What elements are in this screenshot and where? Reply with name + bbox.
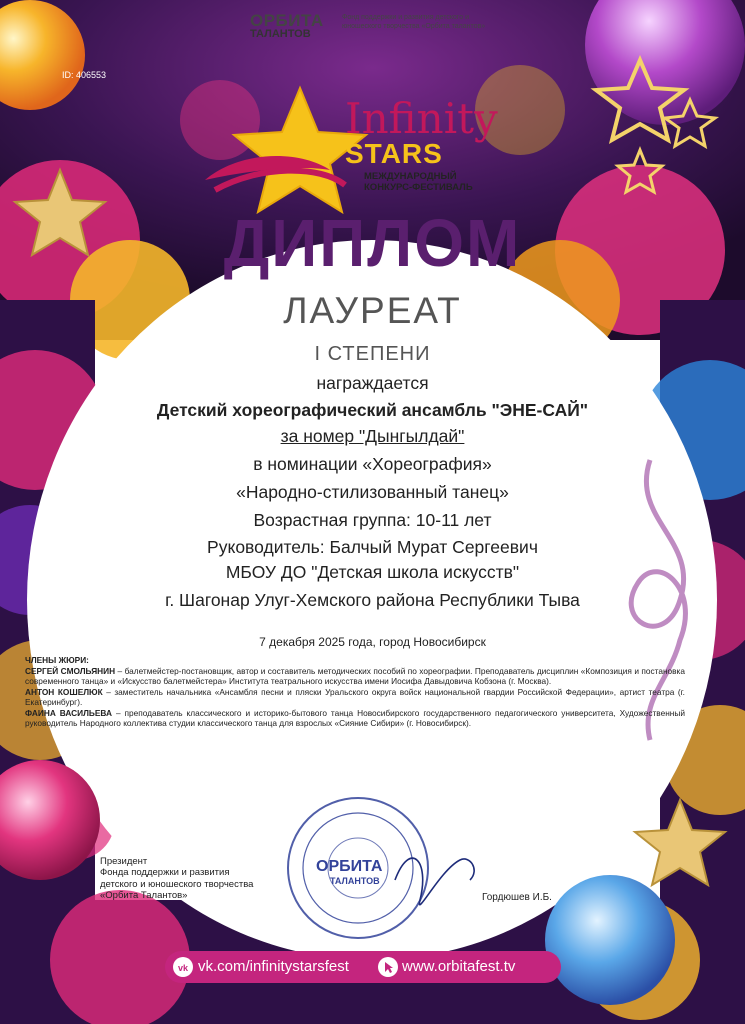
president-name: Гордюшев И.Б. xyxy=(482,892,552,903)
jury-member-text: – заместитель начальника «Ансамбля песни и пляски Уральского округа войск национальной гвардии Российской Федерации», артист театра (г. Екатеринбург). xyxy=(25,686,685,708)
president-title-line: «Орбита Талантов» xyxy=(100,890,188,902)
school: МБОУ ДО "Детская школа искусств" xyxy=(225,562,520,582)
laureate-degree: I СТЕПЕНИ xyxy=(314,343,431,365)
stamp-logo-line2: ТАЛАНТОВ xyxy=(330,876,380,886)
web-pointer-icon xyxy=(378,957,398,977)
nomination: в номинации «Хореография» xyxy=(253,454,492,474)
stamp-logo-line1: ОРБИТА xyxy=(316,858,383,875)
jury-member-name: СЕРГЕЙ СМОЛЬЯНИН xyxy=(25,665,116,676)
vk-icon xyxy=(173,957,193,977)
jury-section xyxy=(25,655,685,729)
recipient-name: Детский хореографический ансамбль "ЭНЕ-САЙ" xyxy=(156,400,589,420)
festival-logo-stars: STARS xyxy=(345,138,443,169)
jury-member xyxy=(25,708,685,729)
jury-member xyxy=(25,666,685,687)
vk-link[interactable]: vk.com/infinitystarsfest xyxy=(198,958,349,975)
jury-member-text: – балетмейстер-постановщик, автор и составитель методических пособий по хореографии. Преподаватель дисциплин «Композиция и постановка современного танца» и «Искусство балетмейстера» Института театрального искусства имени Иосифа Давыдовича Кобзона (г. Москва). xyxy=(25,665,685,687)
age-group: Возрастная группа: 10-11 лет xyxy=(253,510,492,530)
diploma-title: ДИПЛОМ xyxy=(223,205,522,281)
president-title xyxy=(100,856,280,902)
festival-subtitle-line1: МЕЖДУНАРОДНЫЙ xyxy=(364,171,457,182)
festival-logo-infinity: Infinity xyxy=(345,94,498,143)
president-title-line: Фонда поддержки и развития xyxy=(100,867,230,879)
date-place: 7 декабря 2025 года, город Новосибирск xyxy=(259,635,486,649)
festival-subtitle-line2: КОНКУРС-ФЕСТИВАЛЬ xyxy=(364,182,473,193)
orbita-logo-line2: ТАЛАНТОВ xyxy=(250,28,311,40)
dance-style: «Народно-стилизованный танец» xyxy=(236,482,509,502)
city: г. Шагонар Улуг-Хемского района Республики Тыва xyxy=(165,590,580,610)
web-link[interactable]: www.orbitafest.tv xyxy=(402,958,516,975)
performance-number: за номер "Дынгылдай" xyxy=(280,426,465,446)
jury-member-name: АНТОН КОШЕЛЮК xyxy=(25,686,103,697)
fund-description: Фонд поддержки и развития детского и юношеского творчества «Орбита талантов» xyxy=(342,14,486,30)
jury-member-name: ФАИНА ВАСИЛЬЕВА xyxy=(25,707,112,718)
president-title-line: Президент xyxy=(100,856,148,867)
document-id: ID: 406553 xyxy=(62,70,107,80)
svg-text:vk: vk xyxy=(177,963,189,973)
jury-member xyxy=(25,687,685,708)
laureate-rank: ЛАУРЕАТ xyxy=(283,290,462,331)
leader: Руководитель: Балчый Мурат Сергеевич xyxy=(207,537,538,557)
orbita-logo xyxy=(250,12,328,40)
jury-member-text: – преподаватель классического и историко-бытового танца Новосибирского государственного педагогического университета, Художественный руководитель Народного коллектива студии классического танца для взрослых «Сияние Сибири» (г. Новосибирск). xyxy=(25,707,685,729)
president-title-line: детского и юношеского творчества xyxy=(100,878,254,890)
awarded-text: награждается xyxy=(316,373,429,393)
jury-heading: ЧЛЕНЫ ЖЮРИ: xyxy=(25,655,89,665)
orbita-logo-line1: ОРБИТА xyxy=(250,11,324,30)
